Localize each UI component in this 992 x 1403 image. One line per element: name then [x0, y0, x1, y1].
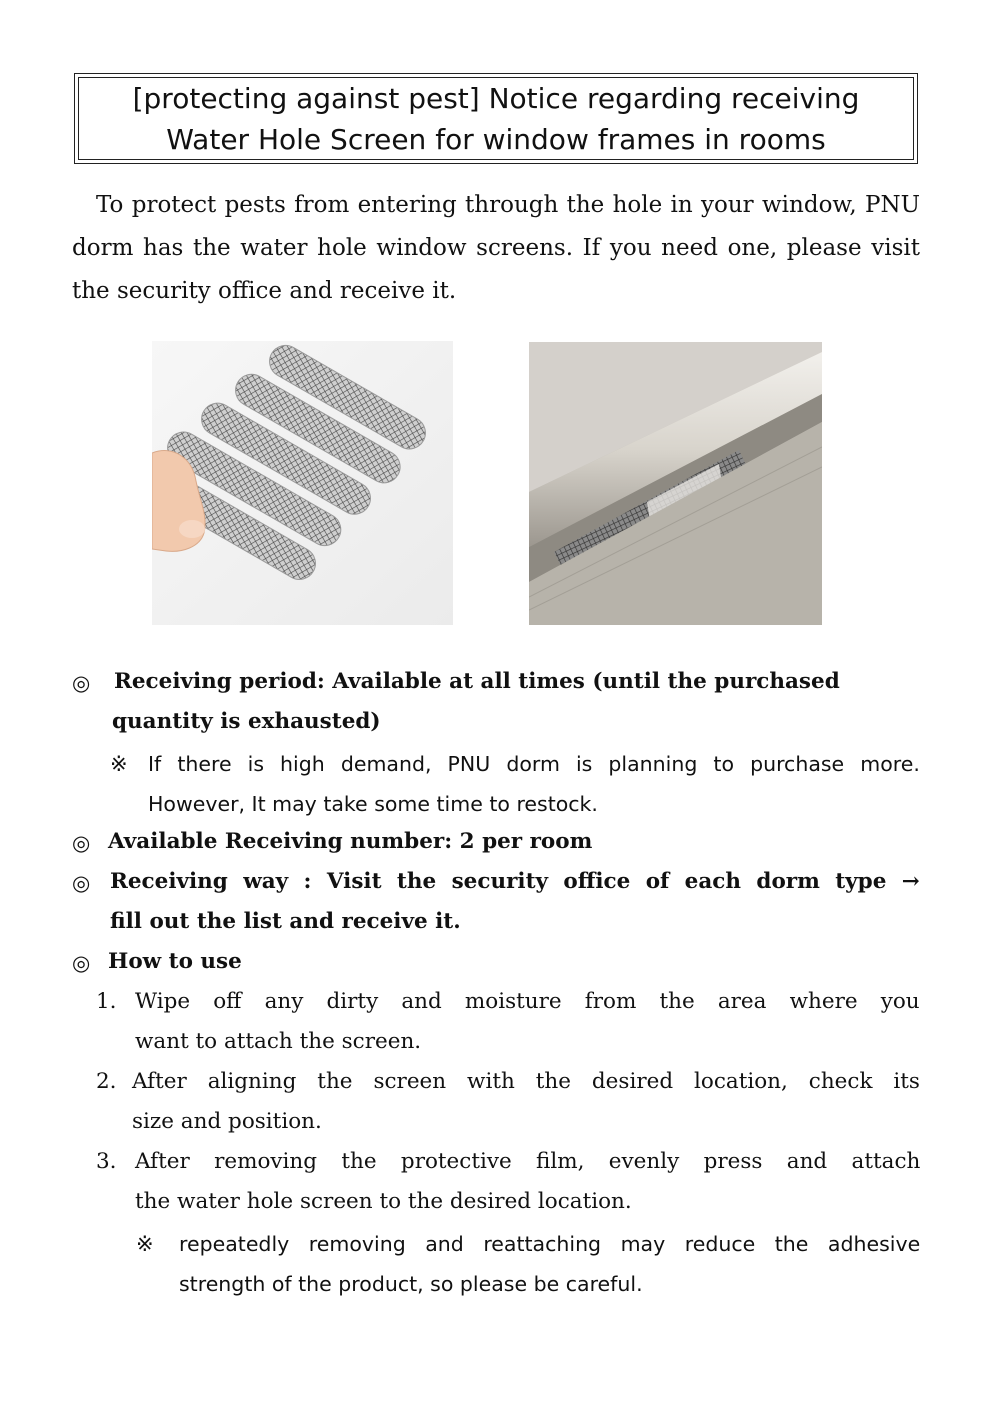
period-note-line-2: However, It may take some time to restock. [148, 792, 598, 816]
how-note-line-2: strength of the product, so please be careful. [179, 1272, 643, 1296]
step-3-line-2: the water hole screen to the desired location. [135, 1189, 632, 1214]
step-number: 1. [96, 989, 117, 1014]
mesh-strips-photo [152, 341, 453, 625]
bullet-symbol: ◎ [72, 671, 91, 695]
note-symbol: ※ [136, 1232, 154, 1256]
bullet-symbol: ◎ [72, 951, 91, 975]
way-line-1: Receiving way : Visit the security office of each dorm type → [110, 869, 920, 894]
step-1-line-1: Wipe off any dirty and moisture from the area where you [135, 989, 920, 1014]
title-box [74, 73, 918, 164]
step-3-line-1: After removing the protective film, evenly press and attach [135, 1149, 921, 1174]
step-2-line-1: After aligning the screen with the desired location, check its [132, 1069, 920, 1094]
how-note-line-1: repeatedly removing and reattaching may reduce the adhesive [179, 1232, 921, 1256]
bullet-symbol: ◎ [72, 871, 91, 895]
window-frame-photo [529, 342, 822, 625]
step-number: 2. [96, 1069, 117, 1094]
period-note-line-1: If there is high demand, PNU dorm is planning to purchase more. [148, 752, 920, 776]
period-line-2: quantity is exhausted) [112, 709, 381, 734]
step-2-line-2: size and position. [132, 1109, 322, 1134]
period-line-1 [114, 669, 920, 694]
title-line-2: Water Hole Screen for window frames in rooms [166, 122, 826, 156]
bullet-symbol: ◎ [72, 831, 91, 855]
intro-paragraph: To protect pests from entering through the hole in your window, PNU dorm has the water hole window screens. If you need one, please visit the security office and receive it. [72, 192, 920, 304]
way-line-2: fill out the list and receive it. [110, 909, 461, 934]
available-number: Available Receiving number: 2 per room [108, 829, 593, 854]
title-inner [78, 77, 914, 160]
note-symbol: ※ [110, 752, 128, 776]
step-number: 3. [96, 1149, 117, 1174]
period-text-1: Receiving period: Available at all times (until the purchased [114, 669, 840, 694]
step-1-line-2: want to attach the screen. [135, 1029, 422, 1054]
how-to-use-heading: How to use [108, 949, 242, 974]
title-line-1: [protecting against pest] Notice regarding receiving [132, 81, 860, 115]
